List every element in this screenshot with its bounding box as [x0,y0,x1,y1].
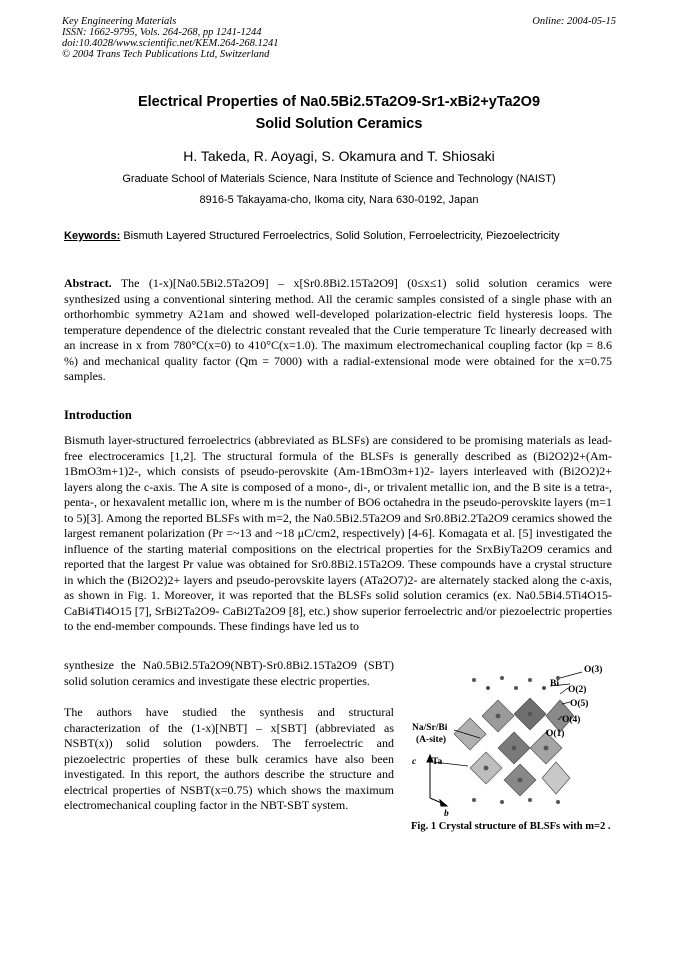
journal-header [62,16,279,60]
label-c-axis: c [412,757,417,767]
label-o3: O(3) [584,665,603,675]
label-ta: Ta [432,757,443,767]
authors: H. Takeda, R. Aoyagi, S. Okamura and T. Shiosaki [183,148,495,164]
abstract-text: The (1-x)[Na0.5Bi2.5Ta2O9] – x[Sr0.8Bi2.15Ta2O9] (0≤x≤1) solid solution ceramics were synthesized using a conventional sintering method. All the ceramic samples consisted of a single phase with an orthorhombic symmetry A21am and showed well-developed polarization-electric field hysteresis loops. The temperature dependence of the dielectric constant revealed that the Curie temperature Tc linearly decreased with an increase in x from 780°C(x=0) to 410°C(x=1.0). The maximum electromechanical coupling factor (kp = 8.6 %) and mechanical quality factor (Qm = 7000) with a radial-extensional mode were obtained for the x=0.75 samples. [64,276,612,383]
issn: ISSN: 1662-9795, Vols. 264-268, pp 1241-1244 [62,27,262,38]
label-bi: Bi [550,679,559,689]
figure-caption: Fig. 1 Crystal structure of BLSFs with m=2 . [411,821,611,832]
keywords-label: Keywords: [64,230,121,242]
title-line-1: Electrical Properties of Na0.5Bi2.5Ta2O9-Sr1-xBi2+yTa2O9 [137,94,541,110]
journal-name: Key Engineering Materials [62,16,177,27]
label-o4: O(4) [562,715,581,725]
crystal-structure-figure [410,658,616,818]
abstract [64,276,612,385]
abstract-label: Abstract. [64,276,112,290]
copyright: © 2004 Trans Tech Publications Ltd, Switzerland [62,49,270,60]
label-a-site: (A-site) [416,735,447,745]
affiliation-institute: Graduate School of Materials Science, Nara Institute of Science and Technology (NAIST) [122,173,556,185]
paper-title [0,91,678,135]
intro-paragraph-1: Bismuth layer-structured ferroelectrics (abbreviated as BLSFs) are considered to be promising materials as lead-free electroceramics [1,2]. The structural formula of the BLSFs is generally described as (Bi2O2)2+(Am-1BmO3m+1)2-, which consists of pseudo-perovskite (Am-1BmO3m+1)2- layers interleaved with (Bi2O2)2+ layers along the c-axis. The A site is composed of a mono-, di-, or trivalent metallic ion, and the B site is a tetra-, penta-, or hexavalent metallic ion, where m is the number of BO6 octahedra in the pseudo-perovskite layers (m=1 to 5)[3]. Among the reported BLSFs with m=2, the Na0.5Bi2.5Ta2O9 and Sr0.8Bi2.2Ta2O9 ceramics showed the largest remanent polarization (Pr =~13 and ~18 μC/cm2, respectively) [4-6]. Komagata et al. [5] investigated the influence of the starting material compositions on the electrical properties for the SrxBiyTa2O9 ceramics and reported that the largest Pr value was obtained for Sr0.8Bi2.15Ta2O9. These compounds have a crystal structure in which the (Bi2O2)2+ layers and pseudo-perovskite layers (ATa2O7)2- are alternately stacked along the c-axis, as shown in Fig. 1. Moreover, it was reported that the BLSFs solid solution ceramics (ex. Na0.5Bi4.5Ti4O15-CaBi4Ti4O15 [7], SrBi2Ta2O9- CaBi2Ta2O9 [8], etc.) show superior ferroelectric and/or piezoelectric properties to the end-member compounds. These findings have led us to [64,433,612,633]
label-b-axis: b [444,809,449,818]
title-line-2: Solid Solution Ceramics [255,116,423,132]
keywords [64,229,612,243]
label-a-site-ions: Na/Sr/Bi [412,723,448,733]
label-o5: O(5) [570,699,589,709]
intro-paragraph-1-wrap: synthesize the Na0.5Bi2.5Ta2O9(NBT)-Sr0.8Bi2.15Ta2O9 (SBT) solid solution ceramics and investigate these electric properties. [64,658,394,688]
intro-paragraph-2: The authors have studied the synthesis and structural characterization of the (1-x)[NBT] – x[SBT] (abbreviated as NSBT(x)) solid solution powders. The ferroelectric and piezoelectric properties of these bulk ceramics have also been investigated. In this report, the authors describe the structure and electrical properties of NSBT(x=0.75) which shows the maximum electromechanical coupling factor in the NBT-SBT system. [64,705,394,812]
label-o2: O(2) [568,685,587,695]
doi: doi:10.4028/www.scientific.net/KEM.264-268.1241 [62,38,279,49]
affiliation-address: 8916-5 Takayama-cho, Ikoma city, Nara 630-0192, Japan [199,194,479,206]
keywords-text: Bismuth Layered Structured Ferroelectrics, Solid Solution, Ferroelectricity, Piezoelectricity [123,230,560,242]
online-date: Online: 2004-05-15 [532,16,616,27]
label-o1: O(1) [546,729,565,739]
section-heading-introduction: Introduction [64,408,132,422]
